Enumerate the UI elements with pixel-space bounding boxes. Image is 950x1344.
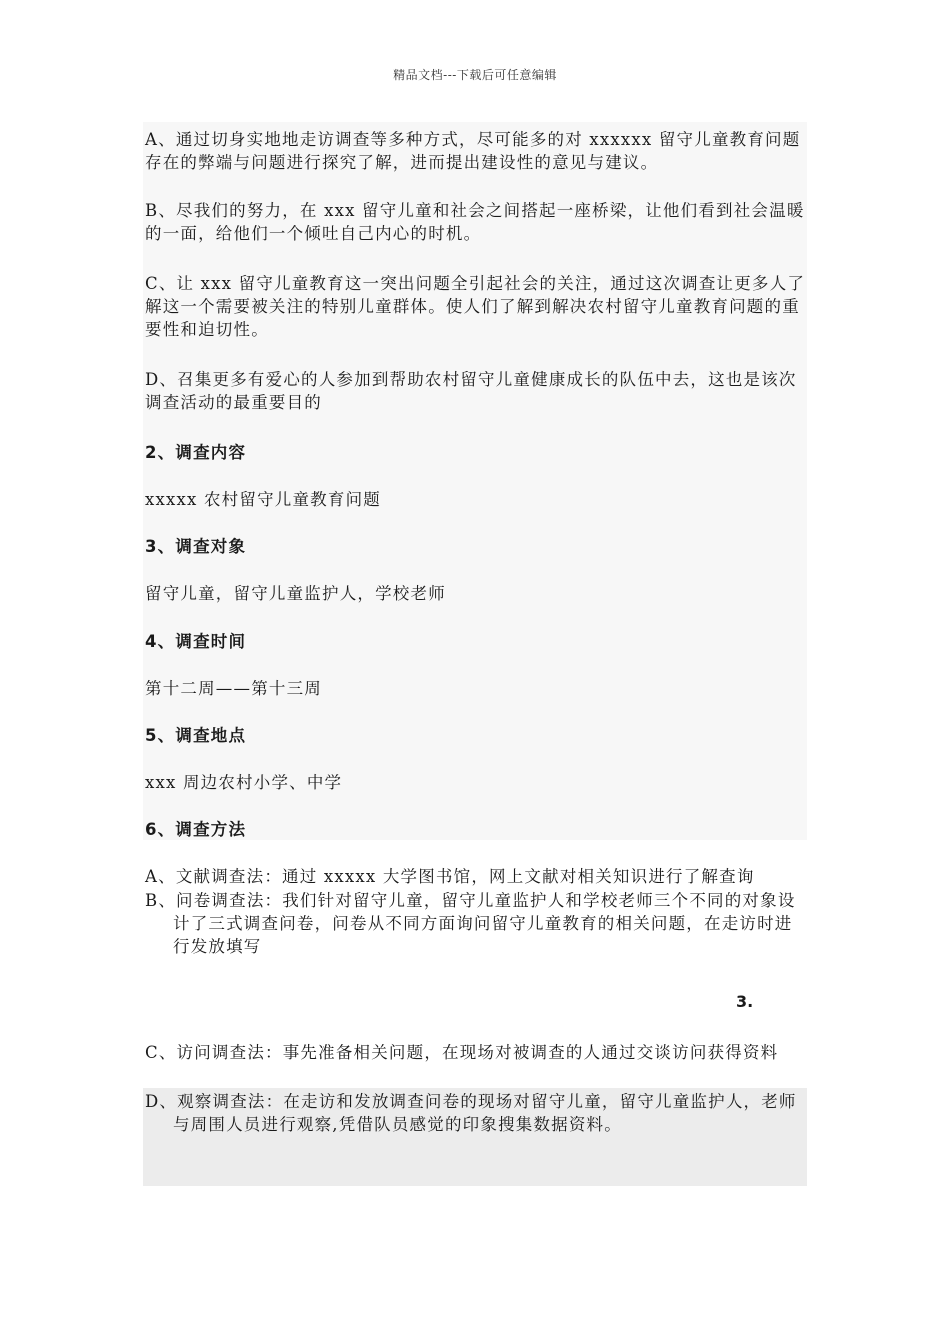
purpose-a: A、通过切身实地地走访调查等多种方式，尽可能多的对 xxxxxx 留守儿童教育问题存在的弊端与问题进行探究了解，进而提出建设性的意见与建议。 [145,130,801,172]
section-object-text: 留守儿童，留守儿童监护人，学校老师 [145,584,446,603]
section-content-title: 2、调查内容 [145,443,247,462]
page-number: 3. [736,992,754,1011]
purpose-d: D、召集更多有爱心的人参加到帮助农村留守儿童健康成长的队伍中去，这也是该次调查活动的最重要目的 [145,370,797,412]
method-c: C、访问调查法：事先准备相关问题，在现场对被调查的人通过交谈访问获得资料 [145,1043,779,1062]
section-time-title: 4、调查时间 [145,632,247,651]
section-method-title: 6、调查方法 [145,820,247,839]
section-time-text: 第十二周——第十三周 [145,679,322,698]
purpose-c: C、让 xxx 留守儿童教育这一突出问题全引起社会的关注，通过这次调查让更多人了解这一个需要被关注的特别儿童群体。使人们了解到解决农村留守儿童教育问题的重要性和迫切性。 [145,274,806,339]
method-b: B、问卷调查法：我们针对留守儿童，留守儿童监护人和学校老师三个不同的对象设计了三式调查问卷，问卷从不同方面询问留守儿童教育的相关问题，在走访时进行发放填写 [145,891,796,956]
page-header: 精品文档---下载后可任意编辑 [393,68,557,82]
purpose-b: B、尽我们的努力，在 xxx 留守儿童和社会之间搭起一座桥梁，让他们看到社会温暖的一面，给他们一个倾吐自己内心的时机。 [145,201,805,243]
section-place-title: 5、调查地点 [145,726,247,745]
method-a: A、文献调查法：通过 xxxxx 大学图书馆，网上文献对相关知识进行了解查询 [145,867,755,886]
section-content-text: xxxxx 农村留守儿童教育问题 [145,490,381,509]
section-object-title: 3、调查对象 [145,537,247,556]
section-place-text: xxx 周边农村小学、中学 [145,773,343,792]
method-d: D、观察调查法：在走访和发放调查问卷的现场对留守儿童，留守儿童监护人，老师与周围人员进行观察,凭借队员感觉的印象搜集数据资料。 [145,1092,797,1134]
